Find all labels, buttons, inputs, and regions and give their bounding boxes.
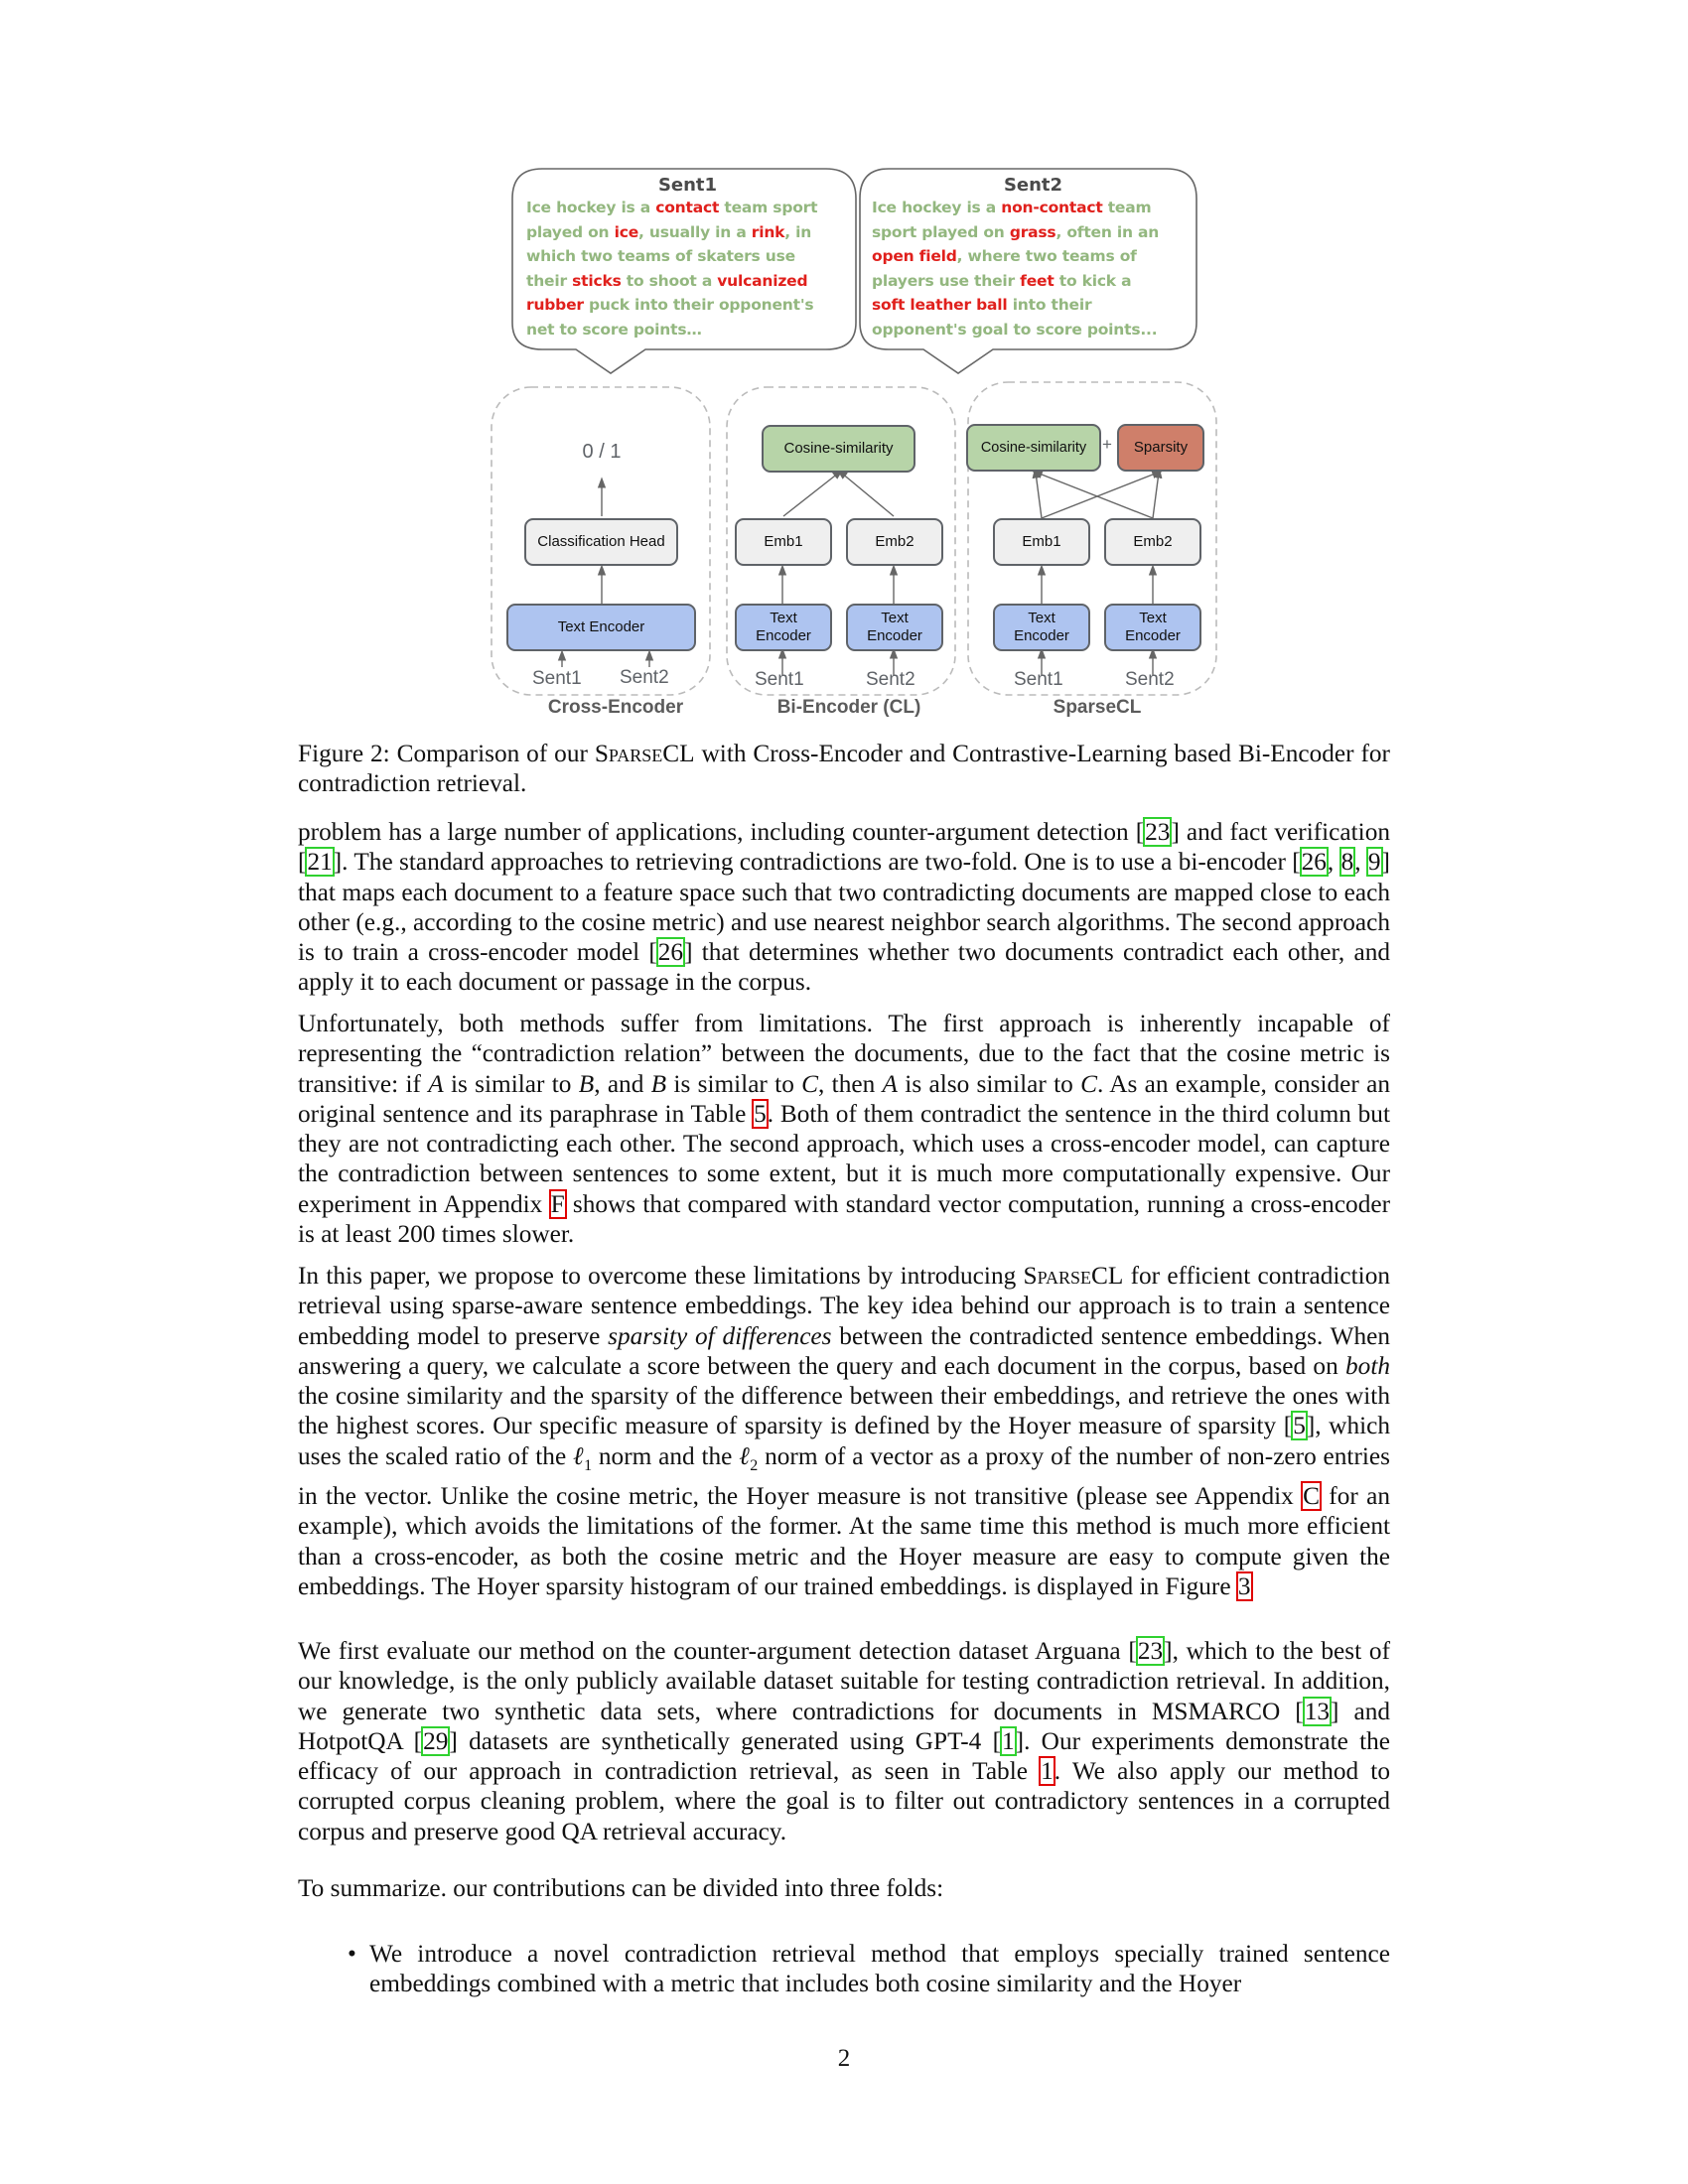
plus-sign: + (1102, 435, 1112, 454)
caption-suffix: with Cross-Encoder and Contrastive-Learning based Bi-Encoder for contradiction retrieval. (298, 740, 1390, 798)
math-symbol: A (428, 1069, 444, 1098)
bubble-text-run: , usually in a (638, 222, 752, 241)
text: , (1327, 848, 1340, 877)
text: shows that compared with standard vector computation, running a cross-encoder is at least 200 times slower. (298, 1189, 1390, 1249)
text: ] and fact verification [ (298, 818, 1390, 877)
bi-emb2-node: Emb2 (846, 518, 943, 566)
text: We first evaluate our method on the counter-argument detection dataset Arguana [ (298, 1637, 1137, 1665)
highlighted-word: grass (1009, 222, 1056, 241)
sent2-title: Sent2 (1003, 175, 1063, 196)
caption-prefix: Figure 2: Comparison of our (298, 740, 595, 767)
highlighted-word: open field (872, 247, 957, 266)
method-name: SparseCL (1023, 1262, 1124, 1290)
citation-link[interactable]: 5 (1293, 1412, 1306, 1440)
cross-encoder-output: 0 / 1 (582, 441, 622, 463)
bi-cosine-similarity-node: Cosine-similarity (762, 425, 915, 473)
text: between the contradicted sentence embeddings. When answering a query, we calculate a score between the query and each document in the corpus, based on (298, 1321, 1390, 1380)
paragraph-limitations (298, 1009, 1390, 1249)
citation-link[interactable]: 9 (1367, 848, 1381, 877)
highlighted-word: ice (614, 222, 639, 241)
sent1-text (526, 196, 849, 342)
text: problem has a large number of applications, including counter-argument detection [ (298, 818, 1145, 846)
table-crossref-link[interactable]: 5 (754, 1099, 767, 1128)
text: . We also apply our method to corrupted corpus cleaning problem, where the goal is to filter out contradictory sentences in a corrupted corpus and preserve good QA retrieval accuracy. (298, 1757, 1390, 1845)
text: ], which uses the scaled ratio of the (298, 1412, 1390, 1470)
text: ] that determines whether two documents contradict each other, and apply it to each document or passage in the corpus. (298, 938, 1391, 997)
text: the cosine similarity and the sparsity of the difference between their embeddings, and retrieve the ones with the highest scores. Our specific measure of sparsity is defined by the Hoyer measure of sparsity [ (298, 1382, 1390, 1440)
paragraph-evaluation (298, 1636, 1390, 1846)
text: To summarize. our contributions can be divided into three folds: (298, 1874, 944, 1902)
appendix-crossref-link[interactable]: F (550, 1189, 565, 1218)
bubble-text-run: puck into their opponent's (583, 296, 814, 315)
citation-link[interactable]: 23 (1145, 818, 1171, 846)
math-symbol: C (801, 1069, 819, 1098)
cross-text-encoder-node: Text Encoder (506, 604, 696, 651)
citation-link[interactable]: 26 (1301, 848, 1327, 877)
bubble-text-run: into their (1007, 296, 1092, 315)
bubble-text-run: team sport (719, 199, 818, 216)
sparsity-node: Sparsity (1117, 424, 1204, 472)
table-crossref-link[interactable]: 1 (1041, 1757, 1054, 1786)
bubble-text-run: Ice hockey is a (526, 199, 656, 216)
text: , and (594, 1069, 651, 1098)
text: for efficient contradiction retrieval using sparse-aware sentence embeddings. The key idea behind our approach is to train a sentence embedding model to preserve (298, 1262, 1390, 1350)
bubble-text-run: sport played on (872, 222, 1010, 241)
text: ] datasets are synthetically generated using GPT-4 [ (449, 1726, 1002, 1755)
citation-link[interactable]: 21 (307, 848, 333, 877)
bi-text-encoder-2-node: Text Encoder (846, 604, 943, 651)
figure-diagram-lines (0, 0, 1688, 735)
highlighted-word: feet (1020, 271, 1055, 290)
sparsecl-text-encoder-2-node: Text Encoder (1104, 604, 1201, 651)
bi-text-encoder-1-node: Text Encoder (735, 604, 832, 651)
text: is similar to (443, 1069, 579, 1098)
text: is similar to (666, 1069, 802, 1098)
highlighted-word: rubber (526, 296, 584, 315)
paragraph-applications (298, 817, 1390, 998)
text: . Both of them contradict the sentence in the third column but they are not contradicting each other. The second approach, which uses a cross-encoder model, can capture the contradiction between sentences to some extent, but it is much more computationally expensive. Our experiment in Appendix (298, 1099, 1390, 1218)
citation-link[interactable]: 23 (1137, 1637, 1164, 1665)
bubble-text-run: which two teams of skaters use (526, 247, 795, 266)
text: ] that maps each document to a feature space such that two contradicting documents are mapped close to each other (e.g., according to the cosine metric) and use nearest neighbor search algorithms. The second approach is to train a cross-encoder model [ (298, 848, 1390, 967)
text: ] and HotpotQA [ (298, 1697, 1390, 1755)
bubble-text-run: to shoot a (621, 271, 718, 290)
bubble-text-run: net to score points… (526, 320, 702, 339)
bubble-text-run: , in (784, 222, 812, 241)
highlighted-word: non-contact (1001, 199, 1103, 216)
citation-link[interactable]: 8 (1340, 848, 1354, 877)
citation-link[interactable]: 1 (1002, 1726, 1015, 1755)
figure-crossref-link[interactable]: 3 (1237, 1572, 1251, 1601)
math-symbol: ℓ (739, 1441, 751, 1470)
bubble-text-run: team (1102, 199, 1152, 216)
bubble-text-run: played on (526, 222, 615, 241)
figure-2 (0, 0, 1688, 735)
page-number: 2 (837, 2045, 851, 2072)
text: ]. The standard approaches to retrieving contradictions are two-fold. One is to use a bi-encoder [ (333, 848, 1301, 877)
text: is also similar to (897, 1069, 1081, 1098)
bullet-text: We introduce a novel contradiction retrieval method that employs specially trained sentence embeddings combined with a metric that includes both cosine similarity and the Hoyer (369, 1940, 1390, 1998)
bi-input-sent2: Sent2 (866, 669, 915, 690)
bubble-text-run: players use their (872, 271, 1021, 290)
citation-link[interactable]: 29 (423, 1726, 449, 1755)
highlighted-word: soft leather ball (872, 296, 1008, 315)
citation-link[interactable]: 13 (1304, 1697, 1331, 1725)
bi-input-sent1: Sent1 (755, 669, 804, 690)
text: for an example), which avoids the limitations of the former. At the same time this method is much more efficient than a cross-encoder, as both the cosine metric and the Hoyer measure are easy to compute given the embeddings. The Hoyer sparsity histogram of our trained embeddings. is displayed in Figure (298, 1482, 1390, 1601)
paragraph-summary-intro (298, 1873, 1390, 1903)
math-symbol: ℓ (573, 1441, 585, 1470)
cross-encoder-label: Cross-Encoder (547, 697, 684, 718)
text: norm and the (592, 1441, 740, 1470)
sparsecl-text-encoder-1-node: Text Encoder (993, 604, 1090, 651)
text: , (1354, 848, 1367, 877)
text: In this paper, we propose to overcome these limitations by introducing (298, 1262, 1024, 1290)
sparsecl-cosine-similarity-node: Cosine-similarity (966, 424, 1101, 472)
sparsecl-emb1-node: Emb1 (993, 518, 1090, 566)
bubble-text-run: to kick a (1054, 271, 1132, 290)
classification-head-node: Classification Head (524, 518, 678, 566)
text: ], which to the best of our knowledge, is the only publicly available dataset suitable for testing contradiction retrieval. In addition, we generate two synthetic data sets, where contradictions for documents in MSMARCO [ (298, 1637, 1390, 1725)
paragraph-proposal (298, 1261, 1390, 1601)
bullet-marker: • (348, 1940, 356, 1968)
sent2-bubble (872, 175, 1195, 342)
caption-method-name: SparseCL (594, 740, 695, 767)
text: Unfortunately, both methods suffer from limitations. The first approach is inherently incapable of representing the “contradiction relation” between the documents, due to the fact that the cosine metric is transitive: if (298, 1010, 1390, 1098)
bi-emb1-node: Emb1 (735, 518, 832, 566)
text: norm of a vector as a proxy of the number of non-zero entries in the vector. Unlike the cosine metric, the Hoyer measure is not transitive (please see Appendix (298, 1441, 1390, 1511)
text: , then (818, 1069, 883, 1098)
math-subscript: 2 (750, 1456, 759, 1474)
math-symbol: C (1080, 1069, 1097, 1098)
appendix-crossref-link[interactable]: C (1303, 1482, 1320, 1511)
cross-input-sent1: Sent1 (532, 668, 582, 689)
sent2-text (872, 196, 1195, 342)
highlighted-word: sticks (572, 271, 622, 290)
sparsecl-label: SparseCL (1053, 697, 1142, 718)
bubble-text-run: , where two teams of (956, 247, 1137, 266)
highlighted-word: rink (751, 222, 785, 241)
sparsecl-emb2-node: Emb2 (1104, 518, 1201, 566)
emphasis: sparsity of differences (608, 1321, 832, 1350)
bubble-text-run: opponent's goal to score points... (872, 320, 1158, 339)
highlighted-word: contact (655, 199, 720, 216)
contribution-bullet (348, 1939, 1390, 1999)
text: . As an example, consider an original sentence and its paraphrase in Table (298, 1069, 1391, 1128)
math-symbol: B (578, 1069, 595, 1098)
figure-caption (298, 739, 1390, 799)
math-symbol: B (650, 1069, 667, 1098)
bi-encoder-label: Bi-Encoder (CL) (776, 697, 921, 718)
highlighted-word: vulcanized (717, 271, 808, 290)
math-symbol: A (882, 1069, 898, 1098)
sparsecl-input-sent1: Sent1 (1014, 669, 1063, 690)
emphasis: both (1345, 1351, 1390, 1380)
sparsecl-input-sent2: Sent2 (1125, 669, 1175, 690)
bubble-text-run: their (526, 271, 573, 290)
bubble-text-run: Ice hockey is a (872, 199, 1002, 216)
sent1-title: Sent1 (657, 175, 718, 196)
citation-link[interactable]: 26 (657, 938, 684, 967)
bubble-text-run: , often in an (1055, 222, 1160, 241)
text: ]. Our experiments demonstrate the efficacy of our approach in contradiction retrieval, as seen in Table (298, 1726, 1390, 1786)
math-subscript: 1 (584, 1456, 593, 1474)
cross-input-sent2: Sent2 (620, 667, 669, 688)
sent1-bubble (526, 175, 849, 342)
